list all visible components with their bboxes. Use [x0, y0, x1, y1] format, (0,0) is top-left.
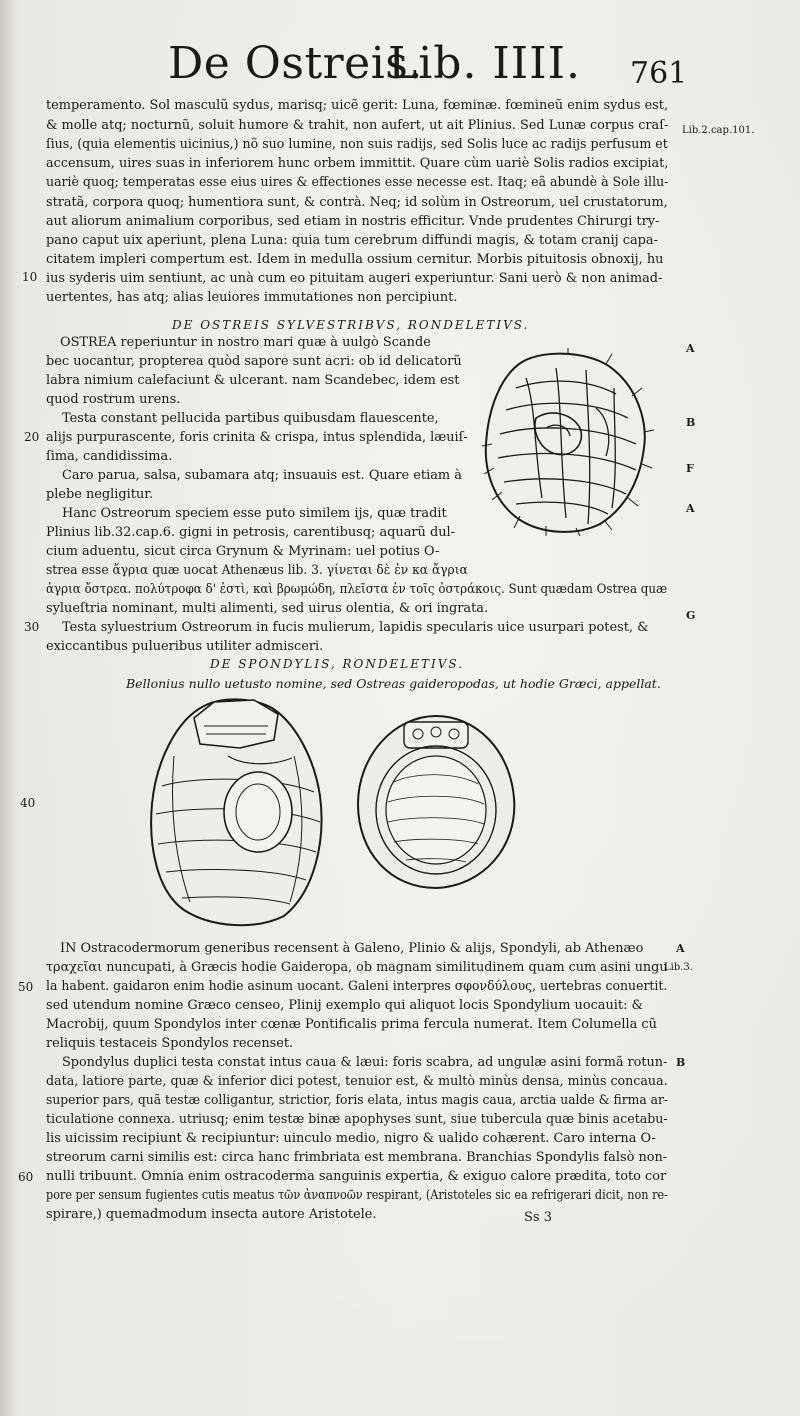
text-line: la habent. gaidaron enim hodie asinum uocant. Galeni interpres σφονδύλους, uertebras conuertit. [46, 979, 668, 994]
line-number: 40 [20, 796, 36, 810]
text-line: Hanc Ostreorum speciem esse puto similem ijs, quæ tradit [62, 506, 447, 521]
text-line: stratã, corpora quoq; humentiora sunt, & contrà. Neq; id solùm in Ostreorum, uel crustatorum, [46, 195, 668, 210]
text-line: nulli tribuunt. Omnia enim ostracoderma sanguinis expertia, & exiguo calore prædita, toto cor [46, 1169, 667, 1184]
margin-letter: F [686, 462, 694, 475]
text-line: Macrobij, quum Spondylos inter cœnæ Pontificalis prima fercula numerat. Item Columella cũ [46, 1017, 657, 1032]
text-line: spirare,) quemadmodum insecta autore Aristotele. [46, 1207, 377, 1222]
text-line: uertentes, has atq; alias leuiores immutationes non percipiunt. [46, 290, 458, 305]
signature-mark: Ss 3 [524, 1210, 552, 1225]
text-line: aut aliorum animalium corporibus, sed etiam in nostris efficitur. Vnde prudentes Chirurgi try- [46, 214, 660, 229]
line-number: 50 [18, 980, 34, 994]
line-number: 60 [18, 1170, 34, 1184]
text-line: pore per sensum fugientes cutis meatus τῶν ἀναπνοῶν respirant, (Aristoteles sic ea refrigerari dicit, non re- [46, 1188, 668, 1203]
gutter-shadow [0, 0, 16, 1416]
line-number: 30 [24, 620, 40, 634]
text-line: τραχεῖαι nuncupati, à Græcis hodie Gaideropa, ob magnam similitudinem quam cum asini ungu [46, 960, 668, 975]
text-line: strea esse ἄγρια quæ uocat Athenæus lib. 3. γίνεται δὲ ἐν κα ἄγρια [46, 563, 468, 578]
text-line: Testa syluestrium Ostreorum in fucis mulierum, lapidis specularis uice usurpari potest, & [62, 620, 649, 635]
margin-letter: A [676, 942, 685, 955]
text-line: alijs purpurascente, foris crinita & crispa, intus splendida, læuiſ- [46, 430, 468, 445]
running-title: De Ostreis. [168, 38, 423, 89]
text-line: labra nimium calefaciunt & ulcerant. nam Scandebec, idem est [46, 373, 460, 388]
text-line: reliquis testaceis Spondylos recenset. [46, 1036, 294, 1051]
text-line: uariè quoq; temperatas esse eius uires & effectiones esse necesse est. Itaq; eã abundè à Sole illu- [46, 175, 669, 190]
margin-letter: B [676, 1056, 686, 1069]
text-line: streorum carni similis est: circa hanc frimbriata est membrana. Branchias Spondylis falsò non- [46, 1150, 668, 1165]
text-line: exiccantibus pulueribus utiliter admisceri. [46, 639, 324, 654]
text-line: bec uocantur, propterea quòd sapore sunt acri: ob id delicatorũ [46, 354, 462, 369]
text-line: cium aduentu, sicut circa Grynum & Myrinam: uel potius O- [46, 544, 440, 559]
section-heading: DE SPONDYLIS, RONDELETIVS. [210, 657, 465, 671]
text-line: ius syderis uim sentiunt, ac unà cum eo pituitam augeri experiuntur. Sani uerò & non animad- [46, 271, 663, 286]
folio-number: 761 [630, 56, 688, 91]
margin-note: Lib.3. [664, 962, 693, 973]
margin-letter: B [686, 416, 696, 429]
line-number: 10 [22, 270, 38, 284]
text-line: IN Ostracodermorum generibus recensent à Galeno, Plinio & alijs, Spondyli, ab Athenæo [60, 941, 644, 956]
text-line: ſima, candidissima. [46, 449, 173, 464]
text-line: sylueſtria nominant, multi alimenti, sed uirus olentia, & ori ingrata. [46, 601, 489, 616]
wild-oyster-woodcut [476, 348, 654, 536]
margin-letter: A [686, 342, 695, 355]
text-line: & molle atq; nocturnũ, soluit humore & trahit, non aufert, ut ait Plinius. Sed Lunæ corpus craſ- [46, 118, 669, 133]
text-line: accensum, uires suas in inferiorem hunc orbem immittit. Quare cùm uariè Solis radios excipiat, [46, 156, 669, 171]
text-line: Testa constant pellucida partibus quibusdam flauescente, [62, 411, 439, 426]
line-number: 20 [24, 430, 40, 444]
text-line: OSTREA reperiuntur in nostro mari quæ à uulgò Scande [60, 335, 431, 350]
spondylus-exterior-woodcut [144, 696, 328, 928]
text-line: plebe negligitur. [46, 487, 154, 502]
text-line: Spondylus duplici testa constat intus caua & læui: foris scabra, ad ungulæ asini formã rotun- [62, 1055, 668, 1070]
text-line: ticulatione connexa. utriusq; enim testæ binæ apophyses sunt, siue tubercula quæ binis acetabu- [46, 1112, 668, 1127]
margin-note: Lib.2.cap.101. [682, 125, 755, 136]
spondylus-interior-woodcut [354, 712, 518, 892]
book-number: Lib. IIII. [388, 38, 581, 89]
text-line: ſius, (quia elementis uicinius,) nõ suo lumine, non suis radijs, sed Solis luce ac radijs perfusum et [46, 137, 668, 152]
text-line: data, latiore parte, quæ & inferior dici potest, tenuior est, & multò minùs densa, minùs concaua. [46, 1074, 668, 1089]
section-heading: DE OSTREIS SYLVESTRIBVS, RONDELETIVS. [172, 318, 530, 332]
text-line: citatem impleri compertum est. Idem in medulla ossium cernitur. Morbis pituitosis obnoxij, hu [46, 252, 664, 267]
text-line: ἀγρια ὄστρεα. πολύτροφα δ' ἐστὶ, καὶ βρωμώδη, πλεῖστα ἐν τοῖς ὀστράκοις. Sunt quædam Ostrea quæ [46, 582, 668, 597]
margin-letter: A [686, 502, 695, 515]
margin-letter: G [686, 609, 696, 622]
text-line: pano caput uix aperiunt, plena Luna: quia tum cerebrum diffundi magis, & totam cranij capa- [46, 233, 658, 248]
text-line: Caro parua, salsa, subamara atq; insuauis est. Quare etiam à [62, 468, 462, 483]
text-line: superior pars, quã testæ colligantur, strictior, foris elata, intus magis caua, arctia ualde & firma ar- [46, 1093, 669, 1108]
text-line: quod rostrum urens. [46, 392, 181, 407]
subheading: Bellonius nullo uetusto nomine, sed Ostreas gaideropodas, ut hodie Græci, appellat. [126, 676, 661, 691]
text-line: sed utendum nomine Græco censeo, Plinij exemplo qui aliquot locis Spondylium uocauit: & [46, 998, 644, 1013]
text-line: temperamento. Sol masculũ sydus, marisq; uicẽ gerit: Luna, fœminæ. fœmineũ enim sydus est, [46, 98, 669, 113]
text-line: lis uicissim recipiunt & recipiuntur: uinculo medio, nigro & ualido cohærent. Caro interna O- [46, 1131, 656, 1146]
text-line: Plinius lib.32.cap.6. gigni in petrosis, carentibusq; aquarũ dul- [46, 525, 455, 540]
